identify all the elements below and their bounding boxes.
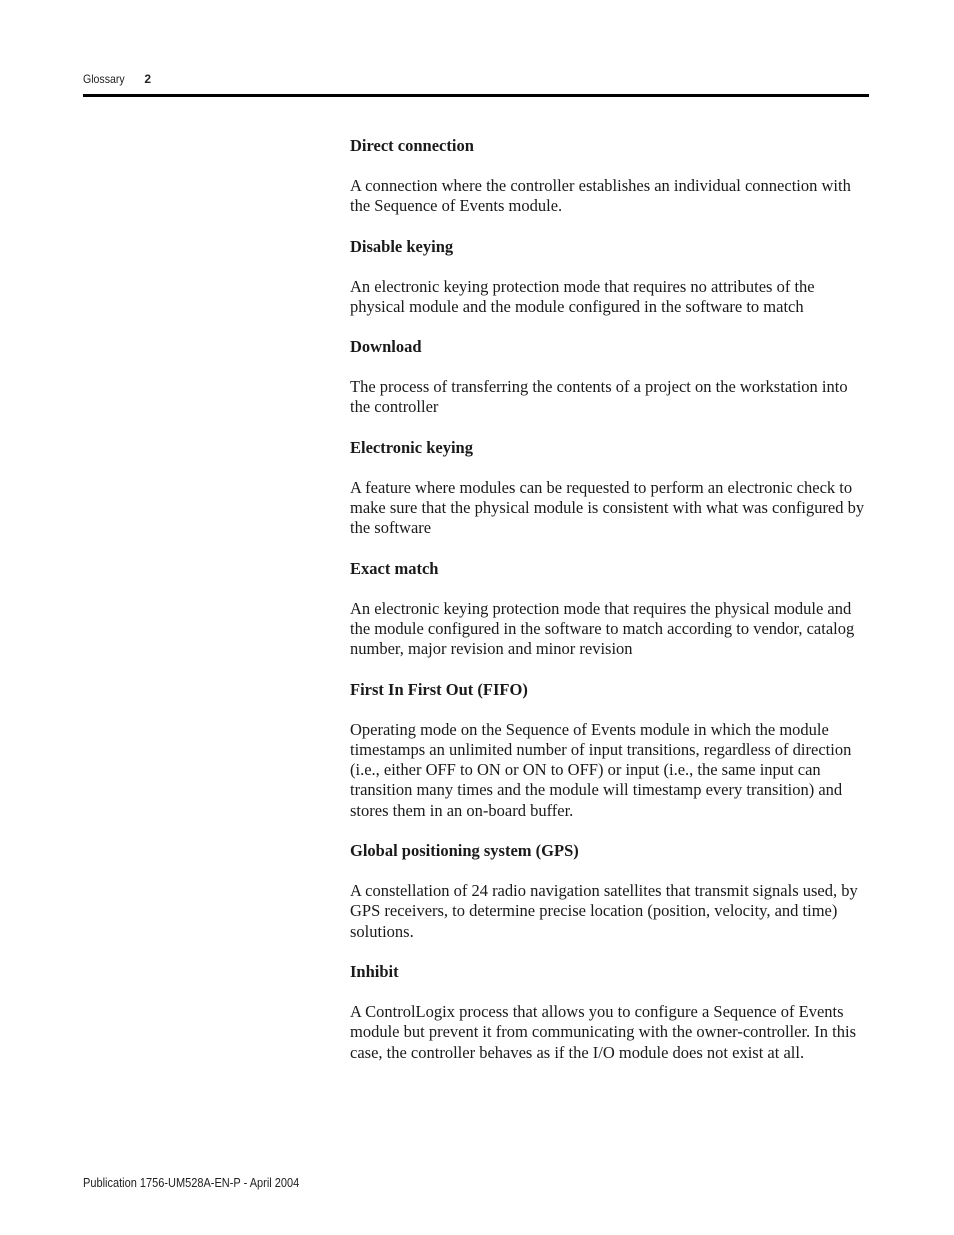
entry-definition: An electronic keying protection mode that requires no attributes of the physical module and the module configured in the software to match xyxy=(350,276,815,316)
header-rule xyxy=(83,94,869,97)
glossary-entry xyxy=(350,559,870,660)
publication-footer: Publication 1756-UM528A-EN-P - April 2004 xyxy=(83,1176,300,1190)
glossary-entry xyxy=(350,337,870,418)
page-number: 2 xyxy=(144,72,152,86)
entry-definition: Operating mode on the Sequence of Events module in which the module timestamps an unlimited number of input transitions, regardless of direction (i.e., either OFF to ON or ON to OFF) or input (i.e., the same input can transition many times and the module will timestamp every transition) and stores them in an on-board buffer. xyxy=(350,719,852,820)
entry-term: Disable keying xyxy=(350,236,454,256)
entry-term: Inhibit xyxy=(350,961,399,981)
glossary-entry xyxy=(350,136,870,217)
page-header xyxy=(83,72,151,86)
glossary-entries xyxy=(350,136,870,1083)
glossary-entry xyxy=(350,841,870,942)
glossary-entry xyxy=(350,680,870,821)
entry-term: Electronic keying xyxy=(350,437,473,457)
entry-definition: A connection where the controller establishes an individual connection with the Sequence of Events module. xyxy=(350,176,851,216)
section-title: Glossary xyxy=(83,72,125,86)
glossary-entry xyxy=(350,438,870,539)
entry-definition: A ControlLogix process that allows you to configure a Sequence of Events module but prevent it from communicating with the owner-controller. In this case, the controller behaves as if the I/O module does not exist at all. xyxy=(350,1001,857,1062)
entry-definition: The process of transferring the contents of a project on the workstation into the controller xyxy=(350,377,848,417)
entry-definition: An electronic keying protection mode that requires the physical module and the module configured in the software to match according to vendor, catalog number, major revision and minor revision xyxy=(350,598,855,659)
entry-definition: A constellation of 24 radio navigation satellites that transmit signals used, by GPS receivers, to determine precise location (position, velocity, and time) solutions. xyxy=(350,881,858,941)
entry-term: Download xyxy=(350,337,422,357)
entry-definition: A feature where modules can be requested to perform an electronic check to make sure that the physical module is consistent with what was configured by the software xyxy=(350,477,865,538)
entry-term: First In First Out (FIFO) xyxy=(350,679,528,699)
entry-term: Direct connection xyxy=(350,136,474,155)
glossary-entry xyxy=(350,962,870,1063)
entry-term: Global positioning system (GPS) xyxy=(350,841,579,861)
entry-term: Exact match xyxy=(350,558,439,578)
glossary-entry xyxy=(350,237,870,318)
